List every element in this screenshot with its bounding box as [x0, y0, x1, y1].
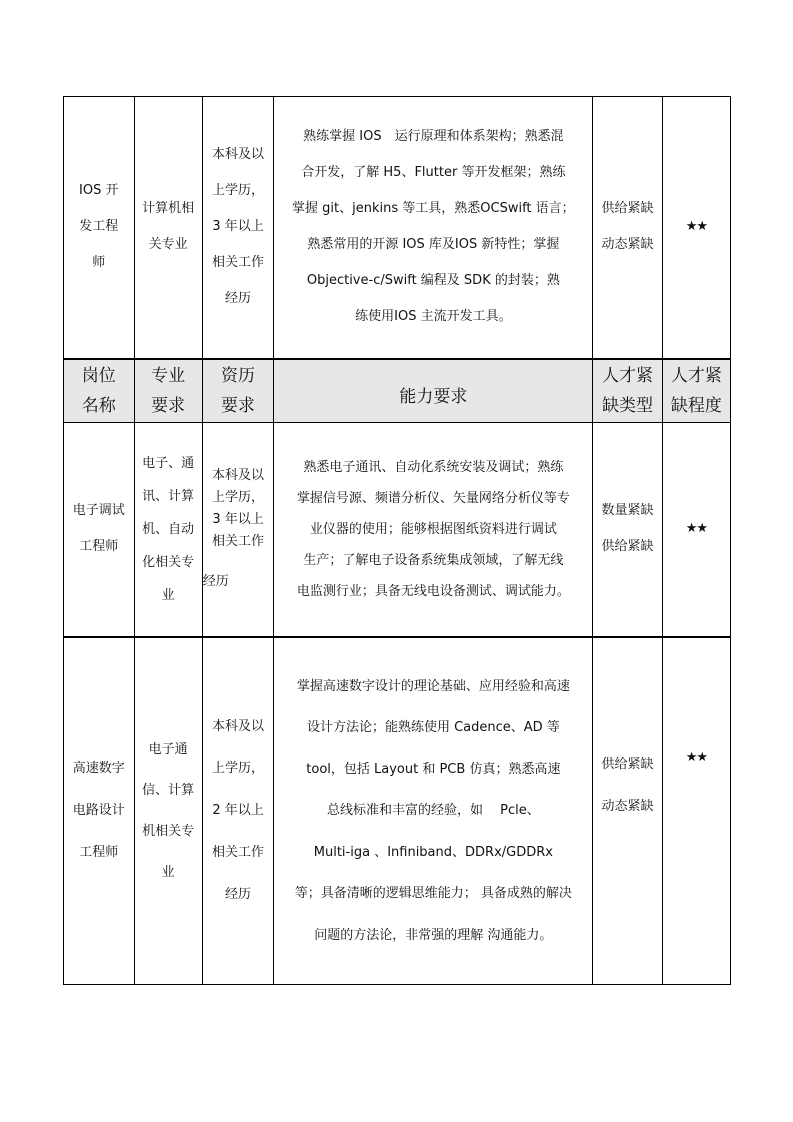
experience-line: 2 年以上 — [212, 802, 264, 818]
header-line: 名称 — [81, 395, 116, 416]
requirement-line: 问题的方法论，非常强的理解 沟通能力。 — [314, 927, 553, 943]
shortage-type-line: 动态紧缺 — [601, 237, 654, 253]
header-line: 人才紧 — [670, 365, 722, 386]
requirement-line: 掌握 git、jenkins 等工具，熟悉OCSwift 语言； — [292, 201, 575, 217]
experience-line: 本科及以 — [212, 718, 265, 734]
position-cell — [64, 97, 135, 359]
header-ability: 能力要求 — [274, 359, 593, 423]
requirement-line: Multi-iga 、Infiniband、DDRx/GDDRx — [313, 844, 553, 860]
requirement-line: 熟悉常用的开源 IOS 库及IOS 新特性；掌握 — [307, 237, 560, 253]
shortage-level-cell: ★★ — [662, 97, 730, 359]
requirement-cell — [274, 97, 593, 359]
shortage-type-cell — [593, 97, 662, 359]
requirement-cell — [274, 423, 593, 637]
major-line: 电子、通 — [142, 455, 195, 471]
requirement-cell — [274, 637, 593, 985]
experience-line: 本科及以 — [212, 147, 265, 163]
position-line: 电子调试 — [72, 503, 125, 519]
experience-line: 经历 — [225, 291, 252, 307]
header-line: 要求 — [151, 395, 186, 416]
header-shortage-type — [593, 359, 662, 423]
experience-line: 本科及以 — [212, 468, 265, 484]
header-line: 人才紧 — [602, 365, 654, 386]
experience-line: 经历 — [202, 574, 229, 590]
requirement-line: 设计方法论；能熟练使用 Cadence、AD 等 — [306, 720, 560, 735]
major-cell — [134, 97, 202, 359]
major-line: 关专业 — [148, 237, 188, 253]
position-line: 工程师 — [79, 539, 119, 555]
major-line: 讯、计算 — [142, 488, 195, 504]
experience-cell — [202, 97, 274, 359]
major-line: 机相关专 — [142, 823, 195, 839]
shortage-type-line: 动态紧缺 — [601, 798, 654, 814]
position-line: IOS 开 — [79, 183, 119, 199]
shortage-type-cell — [593, 423, 662, 637]
experience-line: 相关工作 — [212, 534, 265, 550]
header-line: 专业 — [151, 365, 186, 386]
position-line: 高速数字 — [72, 760, 125, 776]
requirement-line: Objective-c/Swift 编程及 SDK 的封装；熟 — [306, 273, 560, 289]
requirement-line: 练使用IOS 主流开发工具。 — [355, 309, 512, 325]
shortage-level-cell: ★★ — [662, 423, 730, 637]
experience-line: 经历 — [225, 886, 252, 902]
position-line: 发工程 — [79, 219, 119, 235]
requirement-line: 掌握高速数字设计的理论基础、应用经验和高速 — [296, 678, 570, 694]
major-line: 计算机相 — [142, 201, 195, 217]
table-row-ios-engineer — [64, 97, 731, 359]
header-shortage-level — [662, 359, 730, 423]
major-line: 业 — [161, 587, 175, 603]
experience-line: 上学历， — [212, 490, 265, 506]
header-experience — [202, 359, 274, 423]
requirement-line: 熟悉电子通讯、自动化系统安装及调试；熟练 — [303, 459, 564, 475]
experience-cell — [202, 423, 274, 637]
requirement-line: 电监测行业；具备无线电设备测试、调试能力。 — [296, 583, 570, 599]
spacer — [207, 553, 270, 571]
experience-line: 相关工作 — [212, 844, 265, 860]
header-major — [134, 359, 202, 423]
experience-line: 3 年以上 — [212, 219, 264, 235]
major-line: 业 — [161, 864, 175, 880]
position-line: 电路设计 — [72, 802, 125, 818]
major-line: 化相关专 — [142, 554, 195, 570]
requirement-line: 等；具备清晰的逻辑思维能力； 具备成熟的解决 — [294, 886, 572, 901]
table-row-high-speed-digital-engineer — [64, 637, 731, 985]
position-cell — [64, 637, 135, 985]
major-cell — [134, 423, 202, 637]
requirement-line: 总线标准和丰富的经验，如 Pcle、 — [327, 803, 540, 818]
shortage-type-line: 数量紧缺 — [601, 503, 654, 519]
experience-line: 相关工作 — [212, 255, 265, 271]
header-position — [64, 359, 135, 423]
table-row-electronic-debug-engineer — [64, 423, 731, 637]
header-line: 要求 — [221, 395, 256, 416]
shortage-level-cell: ★★ — [662, 637, 730, 985]
major-cell — [134, 637, 202, 985]
header-line: 资历 — [221, 365, 256, 386]
major-line: 机、自动 — [142, 521, 195, 537]
requirement-line: 熟练掌握 IOS 运行原理和体系架构；熟悉混 — [303, 129, 564, 145]
position-line: 工程师 — [79, 844, 119, 860]
shortage-type-line: 供给紧缺 — [601, 201, 654, 217]
experience-line: 上学历， — [212, 183, 265, 199]
shortage-type-line: 供给紧缺 — [601, 756, 654, 772]
header-line: 岗位 — [81, 365, 116, 386]
major-line: 信、计算 — [142, 782, 195, 798]
shortage-type-line: 供给紧缺 — [601, 539, 654, 555]
experience-cell — [202, 637, 274, 985]
header-line: 缺程度 — [670, 395, 722, 416]
shortage-type-cell — [593, 637, 662, 985]
experience-line: 3 年以上 — [212, 512, 264, 528]
major-line: 电子通 — [148, 741, 188, 757]
position-line: 师 — [92, 255, 106, 271]
experience-line: 上学历， — [212, 760, 265, 776]
requirement-line: 掌握信号源、频谱分析仪、矢量网络分析仪等专 — [296, 490, 570, 506]
job-shortage-table — [63, 96, 731, 985]
position-cell — [64, 423, 135, 637]
requirement-line: tool，包括 Layout 和 PCB 仿真；熟悉高速 — [306, 761, 561, 777]
requirement-line: 业仪器的使用；能够根据图纸资料进行调试 — [309, 521, 557, 537]
table-header-row — [64, 359, 731, 423]
requirement-line: 生产；了解电子设备系统集成领域，了解无线 — [303, 552, 564, 568]
header-line: 缺类型 — [602, 395, 654, 416]
requirement-line: 合开发，了解 H5、Flutter 等开发框架；熟练 — [301, 165, 566, 181]
